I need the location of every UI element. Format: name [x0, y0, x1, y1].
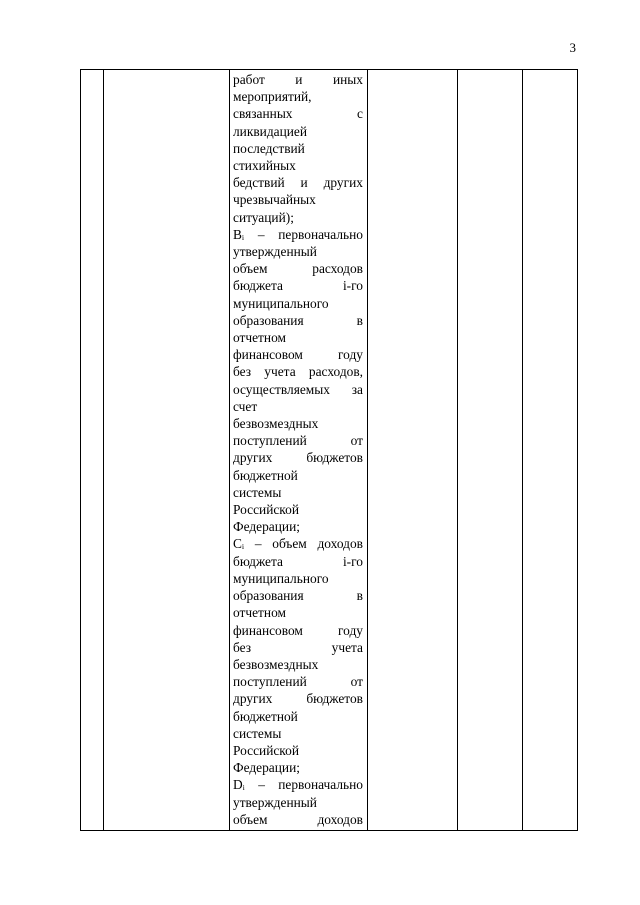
cell-text-line: отчетном: [233, 605, 286, 621]
table-cell-description: [233, 71, 363, 828]
cell-text-line: последствий: [233, 140, 305, 156]
table-column-border: [577, 69, 578, 831]
cell-text-line: финансовом году: [233, 622, 363, 638]
cell-text-line: Российской: [233, 742, 299, 758]
cell-text-line: бюджета i-го: [233, 278, 363, 294]
cell-text-line: других бюджетов: [233, 691, 363, 707]
table-column-border: [522, 69, 523, 831]
cell-text-line: без учета: [233, 639, 363, 655]
cell-text-line: Федерации;: [233, 519, 300, 535]
cell-text-line: утвержденный: [233, 244, 317, 260]
cell-text-line: ликвидацией: [233, 123, 308, 139]
page-number: 3: [569, 40, 576, 55]
cell-text-line: ситуаций);: [233, 209, 294, 225]
table-column-border: [367, 69, 368, 831]
cell-text-line: Федерации;: [233, 760, 300, 776]
cell-text-line: поступлений от: [233, 674, 363, 690]
cell-text-line: бюджета i-го: [233, 553, 363, 569]
cell-text-line: без учета расходов,: [233, 364, 363, 380]
table-column-border: [103, 69, 104, 831]
cell-text-line: Dᵢ – первоначально: [233, 777, 363, 793]
cell-text-line: мероприятий,: [233, 89, 312, 105]
cell-text-line: Cᵢ – объем доходов: [233, 536, 363, 552]
cell-text-line: счет: [233, 398, 258, 414]
cell-text-line: безвозмездных: [233, 416, 319, 432]
table-bottom-border: [80, 830, 578, 831]
cell-text-line: объем расходов: [233, 261, 363, 277]
cell-text-line: бюджетной: [233, 708, 298, 724]
cell-text-line: безвозмездных: [233, 656, 319, 672]
cell-text-line: образования в: [233, 312, 363, 328]
cell-text-line: работ и иных: [233, 72, 363, 87]
cell-text-line: финансовом году: [233, 347, 363, 363]
cell-text-line: связанных с: [233, 106, 363, 122]
cell-text-line: стихийных: [233, 158, 296, 174]
cell-text-line: образования в: [233, 588, 363, 604]
table-top-border: [80, 69, 578, 70]
table-column-border: [80, 69, 81, 831]
cell-text-line: утвержденный: [233, 794, 317, 810]
cell-text-line: объем доходов: [233, 811, 363, 827]
cell-text-line: муниципального: [233, 570, 329, 586]
cell-text-line: чрезвычайных: [233, 192, 316, 208]
cell-text-line: бюджетной: [233, 467, 298, 483]
cell-text-line: системы: [233, 484, 282, 500]
cell-text-line: Российской: [233, 502, 299, 518]
cell-text-line: системы: [233, 725, 282, 741]
cell-text-line: отчетном: [233, 330, 286, 346]
table-column-border: [457, 69, 458, 831]
cell-text-line: других бюджетов: [233, 450, 363, 466]
cell-text-line: поступлений от: [233, 433, 363, 449]
cell-text-line: Bᵢ – первоначально: [233, 226, 363, 242]
cell-text-line: осуществляемых за: [233, 381, 363, 397]
cell-text-line: муниципального: [233, 295, 329, 311]
cell-text-line: бедствий и других: [233, 175, 363, 191]
table-column-border: [229, 69, 230, 831]
